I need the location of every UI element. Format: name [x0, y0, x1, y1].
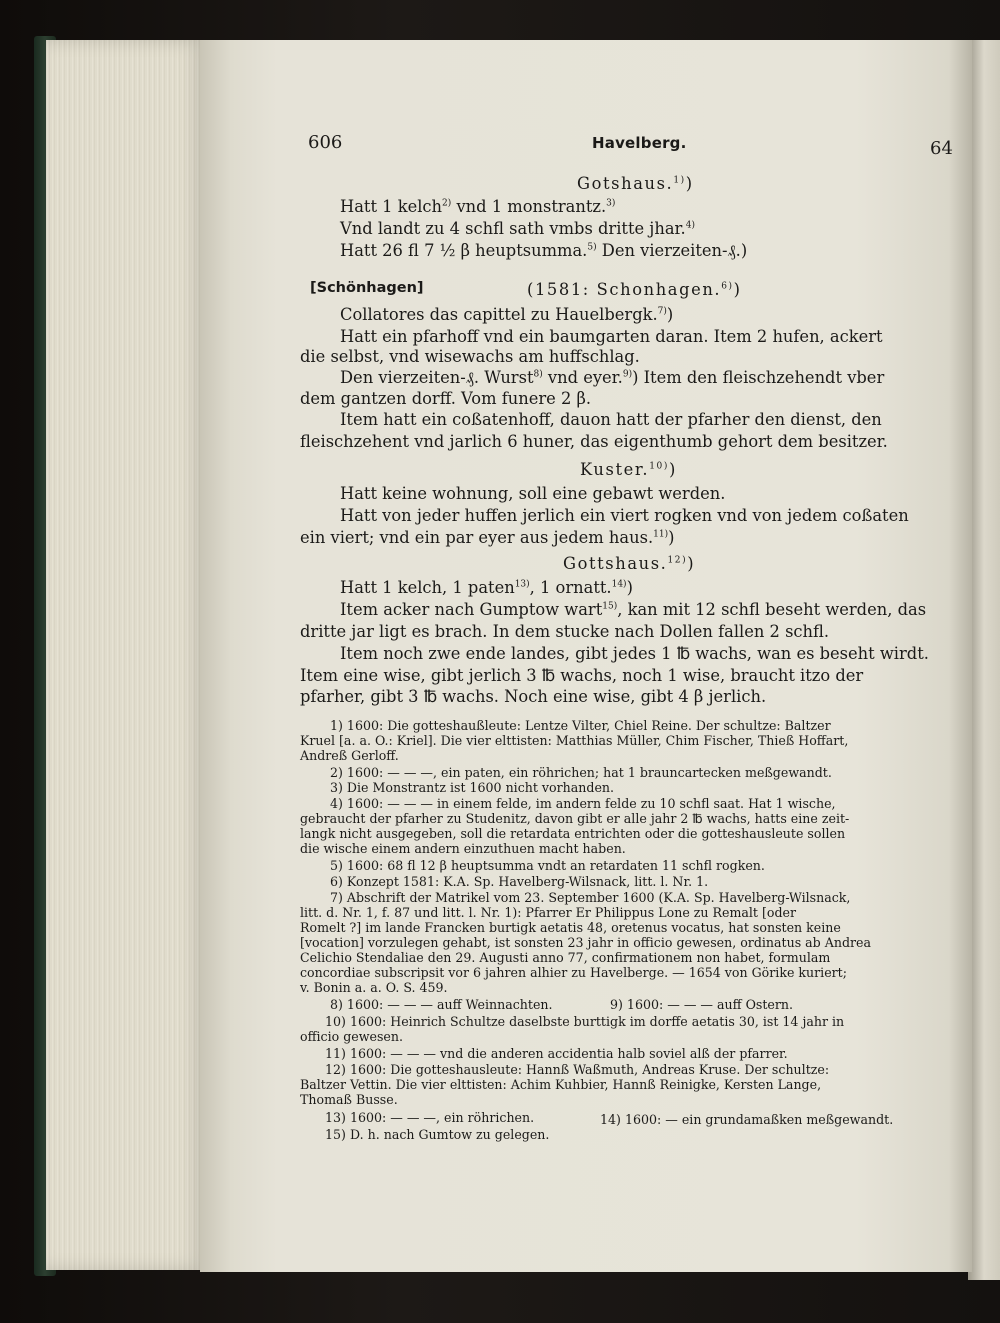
footnote-line: Kruel [a. a. O.: Kriel]. Die vier elttisten: Matthias Müller, Chim Fischer, Thieß Hoffart, [300, 733, 849, 748]
folio-number: 64 [930, 138, 953, 159]
footnote-line: 10) 1600: Heinrich Schultze daselbste burttigk im dorffe aetatis 30, ist 14 jahr in [325, 1014, 845, 1029]
footnote-line: 14) 1600: — ein grundamaßken meßgewandt. [600, 1112, 894, 1127]
body-line: Hatt keine wohnung, soll eine gebawt werden. [340, 484, 726, 503]
body-line: Item noch zwe ende landes, gibt jedes 1 ℔ wachs, wan es beseht wirdt. [340, 644, 929, 663]
body-line: Item hatt ein coßatenhoff, dauon hatt der pfarher den dienst, den [340, 410, 882, 429]
footnote-line: gebraucht der pfarher zu Studenitz, davon gibt er alle jahr 2 ℔ wachs, hatts eine zeit- [300, 811, 850, 826]
section-heading-gotshaus: Gotshaus.$^{1)}$) [577, 174, 694, 193]
section-heading-kuster: Kuster.$^{10)}$) [580, 460, 677, 479]
footnote-line: Celichio Stendaliae den 29. Augusti anno 77, confirmationem non habet, formulam [300, 950, 831, 965]
body-line: Item eine wise, gibt jerlich 3 ℔ wachs, noch 1 wise, braucht itzo der [300, 666, 864, 685]
book-page [200, 40, 972, 1272]
section-heading-gottshaus: Gottshaus.$^{12)}$) [563, 554, 696, 573]
footnote-line: 4) 1600: — — — in einem felde, im andern felde zu 10 schfl saat. Hat 1 wische, [330, 796, 836, 811]
body-line: Hatt ein pfarhoff vnd ein baumgarten daran. Item 2 hufen, ackert [340, 327, 883, 346]
body-line: die selbst, vnd wisewachs am huffschlag. [300, 347, 640, 366]
body-line: fleischzehent vnd jarlich 6 huner, das eigenthumb gehort dem besitzer. [300, 432, 888, 451]
place-heading: (1581: Schonhagen.$^{6)}$) [527, 280, 742, 299]
body-line: Hatt 1 kelch, 1 paten$^{13)}$, 1 ornatt.$^{14)}$) [340, 578, 633, 597]
body-line: Vnd landt zu 4 schfl sath vmbs dritte jhar.$^{4)}$ [340, 219, 695, 238]
facing-page-edge [968, 40, 1000, 1280]
page-number: 606 [308, 132, 343, 153]
footnote-line: 12) 1600: Die gotteshausleute: Hannß Waßmuth, Andreas Kruse. Der schultze: [325, 1062, 830, 1077]
footnote-line: 5) 1600: 68 fl 12 β heuptsumma vndt an retardaten 11 schfl rogken. [330, 858, 765, 873]
body-line: ein viert; vnd ein par eyer aus jedem haus.$^{11)}$) [300, 528, 675, 547]
footnote-line: 13) 1600: — — —, ein röhrichen. [325, 1110, 535, 1125]
body-line: dritte jar ligt es brach. In dem stucke nach Dollen fallen 2 schfl. [300, 622, 830, 641]
body-line: Collatores das capittel zu Hauelbergk.$^{7)}$) [340, 305, 674, 324]
body-line: dem gantzen dorff. Vom funere 2 β. [300, 389, 592, 408]
footnote-line: 9) 1600: — — — auff Ostern. [610, 997, 794, 1012]
footnote-line: litt. d. Nr. 1, f. 87 und litt. l. Nr. 1): Pfarrer Er Philippus Lone zu Remalt [oder [300, 905, 797, 920]
body-line: Item acker nach Gumptow wart$^{15)}$, kan mit 12 schfl beseht werden, das [340, 600, 927, 619]
running-title: Havelberg. [592, 134, 687, 152]
body-line: Hatt von jeder huffen jerlich ein viert rogken vnd von jedem coßaten [340, 506, 909, 525]
footnote-line: 11) 1600: — — — vnd die anderen accidentia halb soviel alß der pfarrer. [325, 1046, 788, 1061]
page-edges [46, 40, 206, 1270]
footnote-line: 8) 1600: — — — auff Weinnachten. [330, 997, 553, 1012]
place-bracket-label: [Schönhagen] [310, 280, 424, 296]
footnote-line: langk nicht ausgegeben, soll die retardata entrichten oder die gotteshausleute sollen [300, 826, 846, 841]
footnote-line: Thomaß Busse. [300, 1092, 398, 1107]
footnote-line: 2) 1600: — — —, ein paten, ein röhrichen; hat 1 brauncartecken meßgewandt. [330, 765, 832, 780]
footnote-line: 3) Die Monstrantz ist 1600 nicht vorhanden. [330, 780, 615, 795]
body-line: pfarher, gibt 3 ℔ wachs. Noch eine wise, gibt 4 β jerlich. [300, 687, 767, 706]
footnote-line: concordiae subscripsit vor 6 jahren alhier zu Havelberge. — 1654 von Görike kuriert; [300, 965, 847, 980]
footnote-line: Romelt ?] im lande Francken burtigk aetatis 48, oretenus vocatus, hat sonsten keine [300, 920, 841, 935]
body-line: Hatt 26 fl 7 ½ β heuptsumma.$^{5)}$ Den vierzeiten-₰.) [340, 241, 748, 260]
footnote-line: 6) Konzept 1581: K.A. Sp. Havelberg-Wilsnack, litt. l. Nr. 1. [330, 874, 709, 889]
footnote-line: 1) 1600: Die gotteshaußleute: Lentze Vilter, Chiel Reine. Der schultze: Baltzer [330, 718, 831, 733]
body-line: Den vierzeiten-₰. Wurst$^{8)}$ vnd eyer.$^{9)}$) Item den fleischzehendt vber [340, 368, 885, 387]
footnote-line: 7) Abschrift der Matrikel vom 23. September 1600 (K.A. Sp. Havelberg-Wilsnack, [330, 890, 851, 905]
footnote-line: 15) D. h. nach Gumtow zu gelegen. [325, 1127, 550, 1142]
footnote-line: [vocation] vorzulegen gehabt, ist sonsten 23 jahr in officio gewesen, ordinatus ab Andrea [300, 935, 871, 950]
footnote-line: Andreß Gerloff. [300, 748, 399, 763]
footnote-line: Baltzer Vettin. Die vier elttisten: Achim Kuhbier, Hannß Reinigke, Kersten Lange, [300, 1077, 822, 1092]
body-line: Hatt 1 kelch$^{2)}$ vnd 1 monstrantz.$^{3)}$ [340, 197, 616, 216]
footnote-line: officio gewesen. [300, 1029, 404, 1044]
footnote-line: die wische einem andern einzuthuen macht haben. [300, 841, 626, 856]
footnote-line: v. Bonin a. a. O. S. 459. [300, 980, 448, 995]
